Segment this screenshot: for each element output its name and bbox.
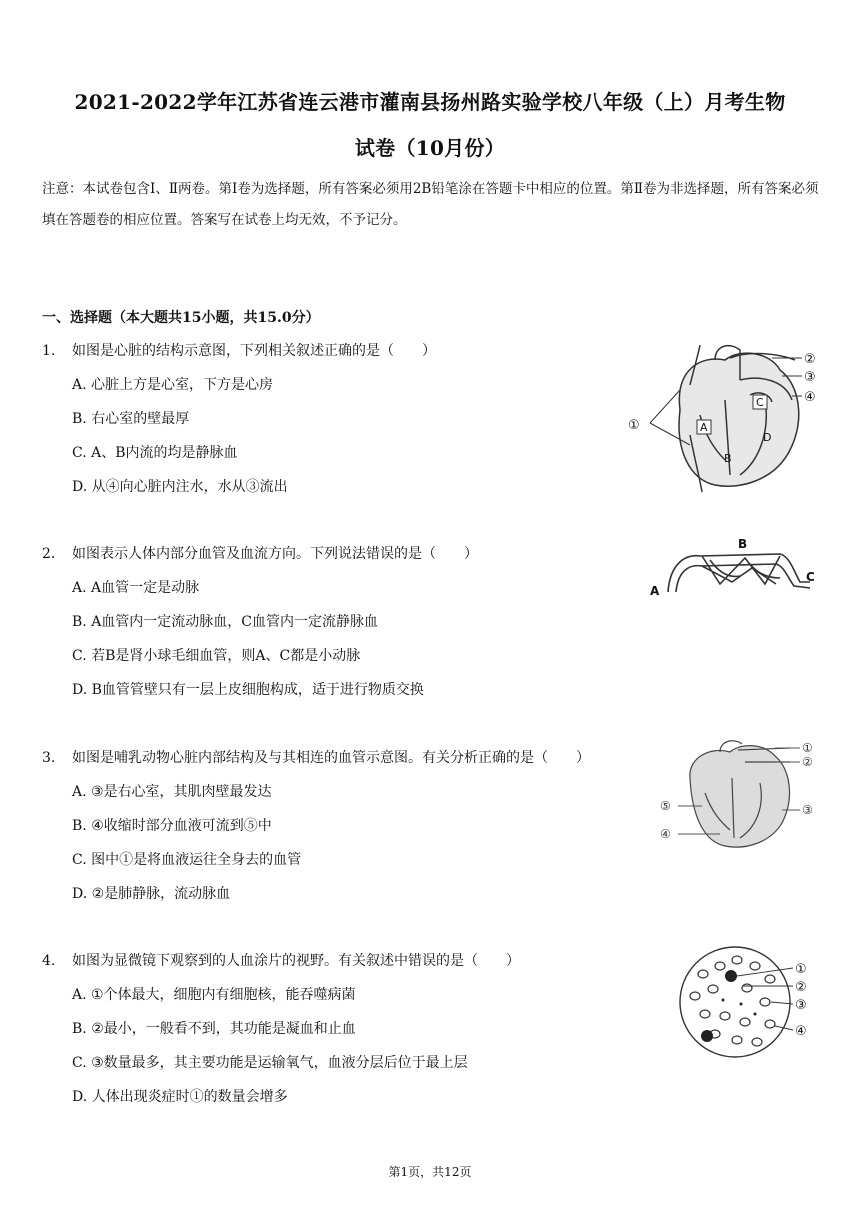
- mammal-label-2: ②: [802, 755, 813, 769]
- question-stem: 如图表示人体内部分血管及血流方向。下列说法错误的是（ ）: [72, 546, 478, 562]
- heart-label-3: ③: [804, 370, 816, 385]
- vessel-label-C: C: [806, 570, 815, 584]
- heart-diagram-figure: [620, 340, 830, 498]
- option-b[interactable]: B. ②最小，一般看不到，其功能是凝血和止血: [72, 1021, 356, 1037]
- question-2: [42, 544, 642, 714]
- heart-label-B: B: [724, 452, 732, 465]
- smear-label-4: ④: [795, 1024, 807, 1039]
- heart-label-2: ②: [804, 352, 816, 367]
- mammal-label-5: ⑤: [660, 799, 671, 813]
- section-title: 一、选择题（本大题共15小题，共15.0分）: [42, 310, 320, 326]
- exam-title-line2: 试卷（10月份）: [354, 136, 506, 160]
- question-number: 3.: [42, 750, 56, 766]
- option-c[interactable]: C. 图中①是将血液运往全身去的血管: [72, 852, 302, 868]
- option-d[interactable]: D. ②是肺静脉，流动脉血: [72, 886, 231, 902]
- option-d[interactable]: D. 从④向心脏内注水，水从③流出: [72, 479, 288, 495]
- vessel-label-A: A: [650, 584, 660, 598]
- question-1: [42, 341, 642, 511]
- smear-label-3: ③: [795, 998, 807, 1013]
- option-a[interactable]: A. ①个体最大，细胞内有细胞核，能吞噬病菌: [72, 987, 356, 1003]
- heart-label-C: C: [756, 396, 764, 409]
- blood-smear-figure: [675, 944, 825, 1064]
- question-number: 2.: [42, 546, 56, 562]
- blood-vessel-figure: [640, 534, 820, 604]
- mammal-label-4: ④: [660, 827, 671, 841]
- mammal-label-1: ①: [802, 741, 813, 755]
- vessel-label-B: B: [738, 537, 748, 551]
- question-3: [42, 748, 642, 918]
- option-c[interactable]: C. 若B是肾小球毛细血管，则A、C都是小动脉: [72, 648, 361, 664]
- heart-label-1: ①: [628, 418, 640, 433]
- option-c[interactable]: C. ③数量最多，其主要功能是运输氧气，血液分层后位于最上层: [72, 1055, 468, 1071]
- option-b[interactable]: B. A血管内一定流动脉血，C血管内一定流静脉血: [72, 614, 379, 630]
- option-b[interactable]: B. ④收缩时部分血液可流到⑤中: [72, 818, 272, 834]
- smear-label-2: ②: [795, 980, 807, 995]
- question-stem: 如图是哺乳动物心脏内部结构及与其相连的血管示意图。有关分析正确的是（ ）: [72, 750, 590, 766]
- exam-notice: 注意：本试卷包含Ⅰ、Ⅱ两卷。第Ⅰ卷为选择题，所有答案必须用2B铅笔涂在答题卡中相应的位置。第Ⅱ卷为非选择题，所有答案必须填在答题卷的相应位置。答案写在试卷上均无效，不予记分。: [42, 181, 819, 228]
- heart-label-4: ④: [804, 390, 816, 405]
- question-stem: 如图为显微镜下观察到的人血涂片的视野。有关叙述中错误的是（ ）: [72, 953, 520, 969]
- option-c[interactable]: C. A、B内流的均是静脉血: [72, 445, 238, 461]
- option-b[interactable]: B. 右心室的壁最厚: [72, 411, 190, 427]
- page-footer: 第1页，共12页: [388, 1165, 472, 1179]
- option-a[interactable]: A. 心脏上方是心室，下方是心房: [72, 377, 274, 393]
- heart-label-D: D: [763, 431, 772, 444]
- option-d[interactable]: D. B血管管壁只有一层上皮细胞构成，适于进行物质交换: [72, 682, 424, 698]
- option-a[interactable]: A. ③是右心室，其肌肉壁最发达: [72, 784, 272, 800]
- question-number: 1.: [42, 343, 56, 359]
- option-d[interactable]: D. 人体出现炎症时①的数量会增多: [72, 1089, 288, 1105]
- question-stem: 如图是心脏的结构示意图，下列相关叙述正确的是（ ）: [72, 343, 436, 359]
- option-a[interactable]: A. A血管一定是动脉: [72, 580, 200, 596]
- smear-label-1: ①: [795, 962, 807, 977]
- question-4: [42, 951, 642, 1121]
- question-number: 4.: [42, 953, 56, 969]
- exam-title-line1: 2021-2022学年江苏省连云港市灌南县扬州路实验学校八年级（上）月考生物: [74, 90, 786, 114]
- mammal-heart-figure: [650, 738, 830, 856]
- mammal-label-3: ③: [802, 803, 813, 817]
- heart-label-A: A: [700, 421, 708, 434]
